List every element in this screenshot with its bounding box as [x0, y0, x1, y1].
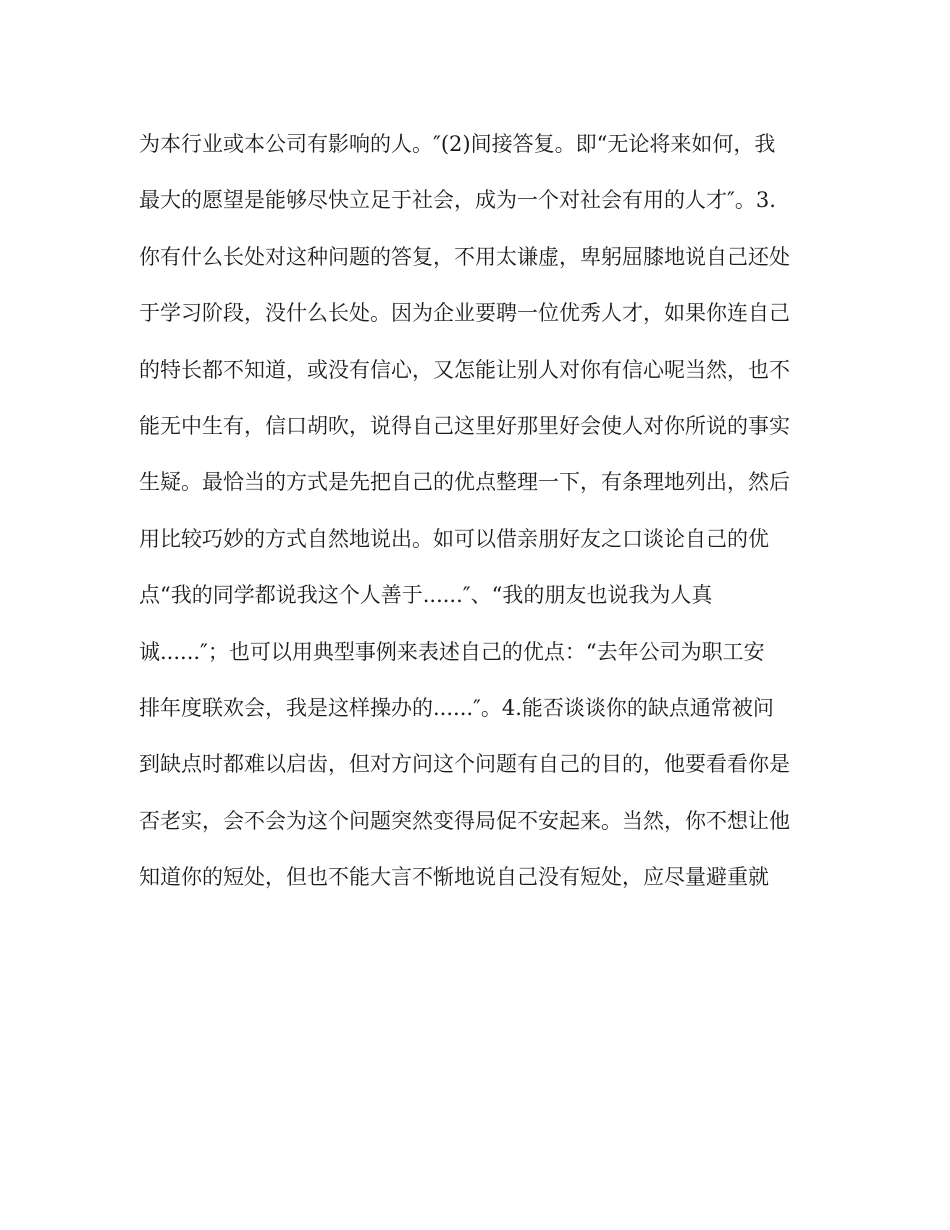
text-line-1: 为本行业或本公司有影响的人。″(2)间接答复。即“无论将来如何，我: [139, 132, 776, 156]
text-line-10: 诚......″；也可以用典型事例来表述自己的优点：“去年公司为职工安: [139, 639, 765, 664]
text-line-11: 排年度联欢会，我是这样操办的......″。4.能否谈谈你的缺点通常被问: [139, 695, 774, 720]
text-line-3: 你有什么长处对这种问题的答复，不用太谦虚，卑躬屈膝地说自己还处: [139, 244, 790, 269]
text-line-7: 生疑。最恰当的方式是先把自己的优点整理一下，有条理地列出，然后: [139, 470, 790, 495]
text-line-2: 最大的愿望是能够尽快立足于社会，成为一个对社会有用的人才″。3.: [139, 188, 776, 213]
text-line-4: 于学习阶段，没什么长处。因为企业要聘一位优秀人才，如果你连自己: [139, 301, 790, 326]
text-line-13: 否老实，会不会为这个问题突然变得局促不安起来。当然，你不想让他: [139, 808, 790, 833]
text-line-5: 的特长都不知道，或没有信心，又怎能让别人对你有信心呢当然，也不: [139, 357, 790, 382]
body-text: [139, 125, 819, 914]
text-line-9: 点“我的同学都说我这个人善于......″、“我的朋友也说我为人真: [139, 583, 713, 608]
text-line-12: 到缺点时都难以启齿，但对方问这个问题有自己的目的，他要看看你是: [139, 752, 790, 777]
text-line-8: 用比较巧妙的方式自然地说出。如可以借亲朋好友之口谈论自己的优: [139, 526, 769, 551]
text-line-14: 知道你的短处，但也不能大言不惭地说自己没有短处，应尽量避重就: [139, 865, 769, 890]
text-line-6: 能无中生有，信口胡吹，说得自己这里好那里好会使人对你所说的事实: [139, 413, 790, 438]
